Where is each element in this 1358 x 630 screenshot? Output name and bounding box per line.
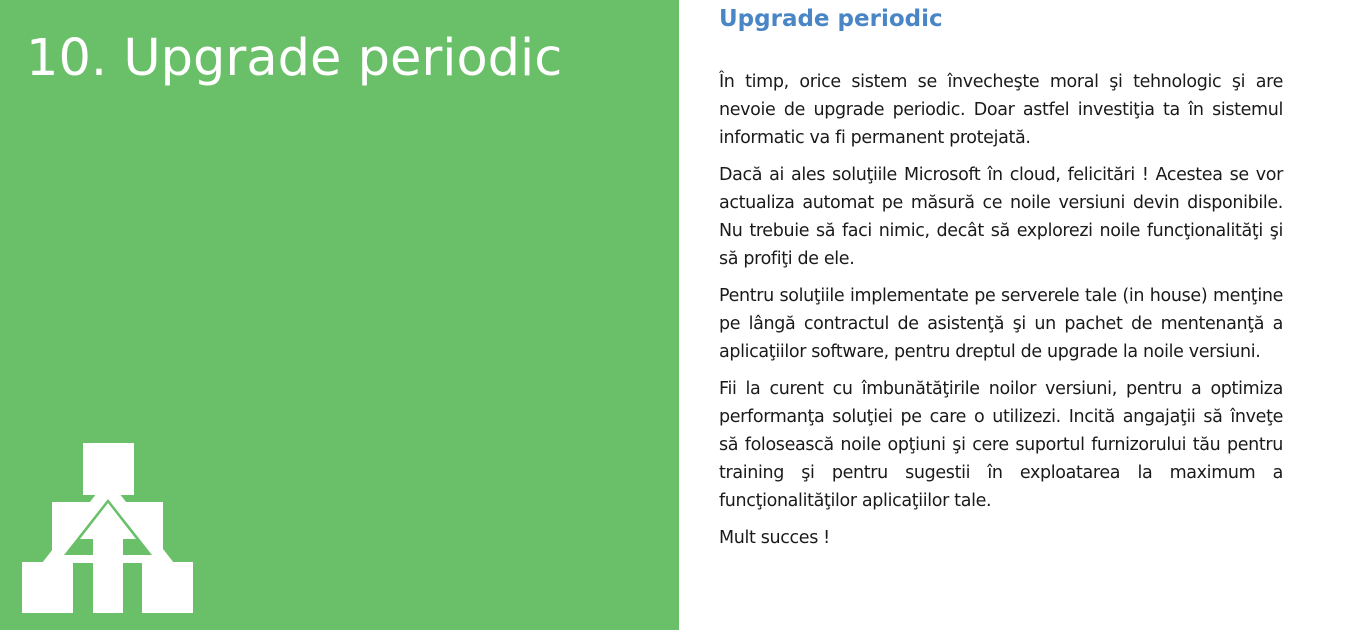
article [719, 0, 1283, 630]
paragraph: Fii la curent cu îmbunătăţirile noilor versiuni, pentru a optimiza performanţa soluţiei pe care o utilizezi. Incită angajaţii să înveţe să folosească noile opţiuni şi cere suportul furnizorului tău pentru training şi pentru sugestii în exploatarea la maximum a funcţionalităţilor aplicaţiilor tale. [719, 379, 1283, 511]
paragraph: Pentru soluţiile implementate pe serverele tale (in house) menţine pe lângă contractul de asistenţă şi un pachet de mentenanţă a aplicaţiilor software, pentru dreptul de upgrade la noile versiuni. [719, 286, 1283, 362]
article-body [719, 68, 1283, 552]
paragraph: În timp, orice sistem se învecheşte moral şi tehnologic şi are nevoie de upgrade periodic. Doar astfel investiţia ta în sistemul informatic va fi permanent protejată. [719, 72, 1283, 148]
upgrade-boxes-arrow-icon [22, 443, 194, 614]
section-title: 10. Upgrade periodic [26, 29, 563, 88]
paragraph: Dacă ai ales soluţiile Microsoft în cloud, felicitări ! Acestea se vor actualiza automat pe măsură ce noile versiuni devin disponibile. Nu trebuie să faci nimic, decât să explorezi noile funcţionalităţi şi să profiţi de ele. [719, 165, 1283, 269]
article-heading: Upgrade periodic [719, 6, 943, 32]
paragraph-closing: Mult succes ! [719, 528, 830, 548]
